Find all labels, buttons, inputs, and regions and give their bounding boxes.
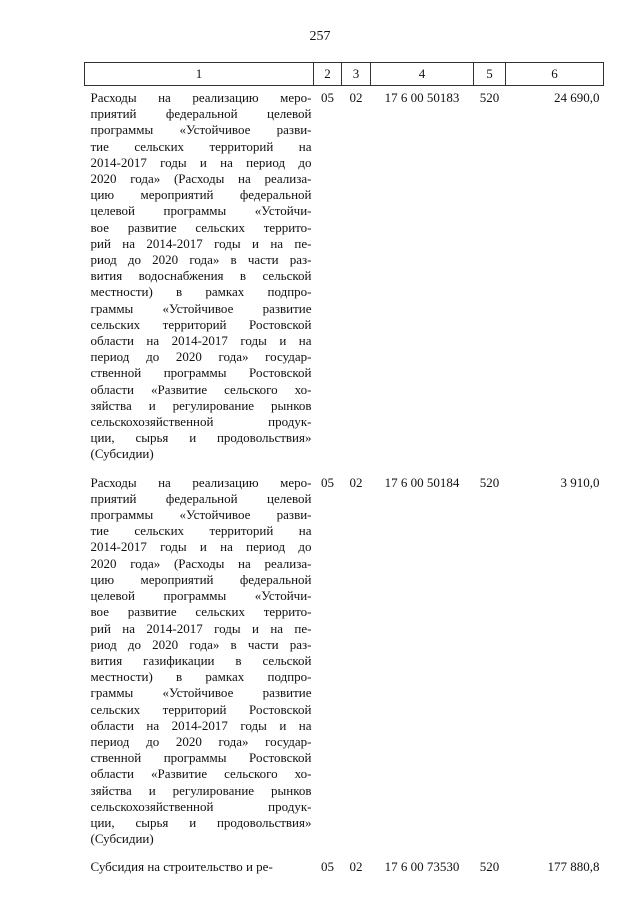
subsection-code: 02 [349, 474, 363, 490]
table-row [85, 471, 604, 856]
description-line: области на 2014-2017 годы и на [90, 333, 312, 349]
description-line: граммы «Устойчивое развитие [90, 685, 312, 701]
description-line: сельских территорий Ростовской [90, 316, 312, 332]
subsection-code: 02 [349, 859, 363, 875]
description-line: 2014-2017 годы и на период до [90, 539, 312, 555]
expense-type-code: 520 [479, 90, 500, 105]
description-line: местности) в рамках подпро- [90, 284, 312, 300]
description-line: вое развитие сельских террито- [90, 604, 312, 620]
page-number: 257 [309, 29, 331, 44]
table-body [85, 86, 604, 884]
description-line: цию мероприятий федеральной [90, 187, 312, 203]
amount-value: 24 690,0 [554, 90, 600, 105]
amount-value: 177 880,8 [547, 859, 600, 875]
description-line: программы «Устойчивое разви- [90, 122, 312, 138]
description-line: 2020 года» (Расходы на реализа- [90, 555, 312, 571]
description-line: 2014-2017 годы и на период до [90, 154, 312, 170]
description-line: риод до 2020 года» в части раз- [90, 636, 312, 652]
description-line: 2020 года» (Расходы на реализа- [90, 171, 312, 187]
description-line: период до 2020 года» государ- [90, 349, 312, 365]
description-line: (Субсидии) [90, 831, 154, 847]
table-header-row [85, 63, 604, 86]
description-line: ственной программы Ростовской [90, 365, 312, 381]
description-line: ственной программы Ростовской [90, 750, 312, 766]
description-line: сельскохозяйственной продук- [90, 414, 312, 430]
column-header-2: 2 [314, 63, 342, 86]
row-description [85, 855, 314, 883]
description-line: зяйства и регулирование рынков [90, 782, 312, 798]
description-line: вое развитие сельских террито- [90, 219, 312, 235]
description-line: сельских территорий Ростовской [90, 701, 312, 717]
description-line: Расходы на реализацию меро- [90, 474, 312, 490]
description-line: рий на 2014-2017 годы и на пе- [90, 235, 312, 251]
table-row [85, 86, 604, 471]
description-line: период до 2020 года» государ- [90, 733, 312, 749]
section-code: 05 [321, 474, 334, 490]
expense-type-code: 520 [479, 474, 500, 490]
description-line: вития водоснабжения в сельской [90, 268, 312, 284]
target-article-code: 17 6 00 73530 [384, 859, 460, 875]
description-line: тие сельских территорий на [90, 138, 312, 154]
target-article-code: 17 6 00 50184 [384, 474, 460, 490]
column-header-5: 5 [474, 63, 506, 86]
section-code: 05 [321, 90, 334, 105]
description-line: приятий федеральной целевой [90, 490, 312, 506]
description-line: (Субсидии) [90, 446, 154, 462]
row-description [85, 471, 314, 856]
row-description [85, 86, 314, 471]
description-line: тие сельских территорий на [90, 523, 312, 539]
description-line: Расходы на реализацию меро- [90, 90, 312, 105]
amount-value: 3 910,0 [560, 474, 600, 490]
description-line: области «Развитие сельского хо- [90, 766, 312, 782]
description-line: ции, сырья и продовольствия» [90, 430, 312, 446]
description-line: местности) в рамках подпро- [90, 669, 312, 685]
description-line: Субсидия на строительство и ре- [90, 859, 273, 875]
description-line: зяйства и регулирование рынков [90, 397, 312, 413]
description-line: сельскохозяйственной продук- [90, 798, 312, 814]
table-row [85, 855, 604, 883]
column-header-1: 1 [85, 63, 314, 86]
column-header-6: 6 [506, 63, 604, 86]
description-line: программы «Устойчивое разви- [90, 507, 312, 523]
column-header-3: 3 [342, 63, 371, 86]
subsection-code: 02 [349, 90, 363, 105]
description-line: целевой программы «Устойчи- [90, 588, 312, 604]
description-line: рий на 2014-2017 годы и на пе- [90, 620, 312, 636]
description-line: вития газификации в сельской [90, 652, 312, 668]
description-line: граммы «Устойчивое развитие [90, 300, 312, 316]
description-line: ции, сырья и продовольствия» [90, 814, 312, 830]
description-line: области на 2014-2017 годы и на [90, 717, 312, 733]
target-article-code: 17 6 00 50183 [384, 90, 460, 105]
column-header-4: 4 [371, 63, 474, 86]
budget-table [84, 62, 604, 884]
description-line: цию мероприятий федеральной [90, 571, 312, 587]
description-line: целевой программы «Устойчи- [90, 203, 312, 219]
description-line: риод до 2020 года» в части раз- [90, 252, 312, 268]
section-code: 05 [321, 859, 334, 875]
expense-type-code: 520 [479, 859, 500, 875]
description-line: приятий федеральной целевой [90, 106, 312, 122]
description-line: области «Развитие сельского хо- [90, 381, 312, 397]
